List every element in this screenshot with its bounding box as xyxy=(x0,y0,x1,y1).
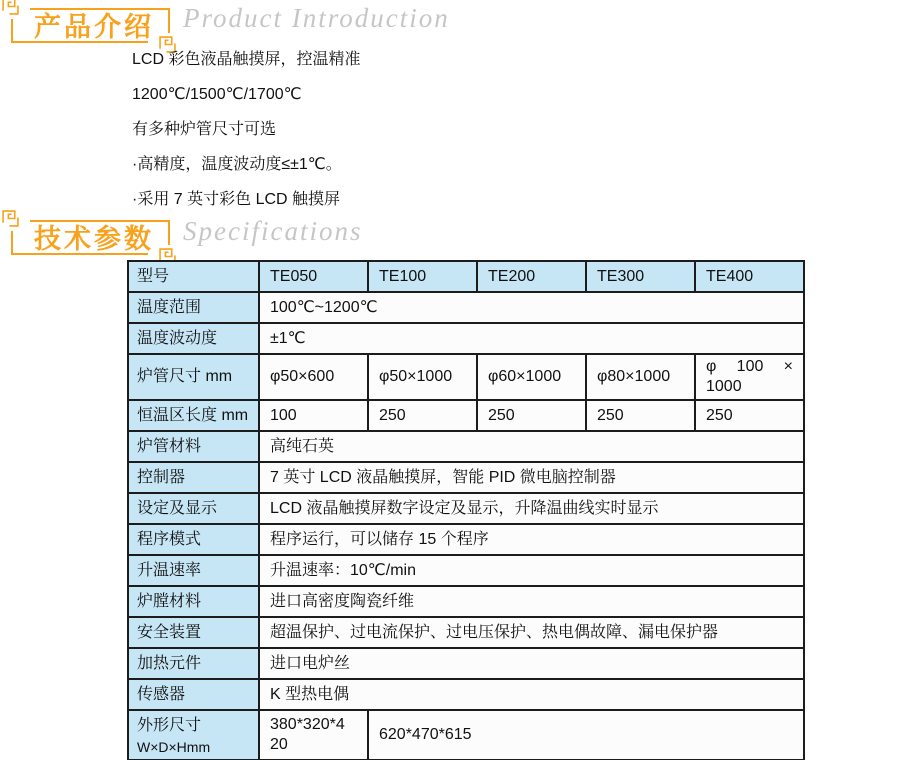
intro-line: LCD 彩色液晶触摸屏，控温精准 xyxy=(132,51,361,68)
intro-line: 1200℃/1500℃/1700℃ xyxy=(132,86,302,103)
model-header-cell: TE400 xyxy=(695,261,804,292)
table-row xyxy=(128,648,804,679)
model-header-cell: TE050 xyxy=(259,261,368,292)
spec-value-cell: φ50×600 xyxy=(259,354,368,400)
table-row xyxy=(128,524,804,555)
spec-label-cell: 温度范围 xyxy=(128,292,259,323)
spec-value-cell: 程序运行，可以储存 15 个程序 xyxy=(259,524,804,555)
spec-value-cell: LCD 液晶触摸屏数字设定及显示，升降温曲线实时显示 xyxy=(259,493,804,524)
spec-value-cell: 进口电炉丝 xyxy=(259,648,804,679)
specs-table xyxy=(127,260,805,760)
spec-value-cell: K 型热电偶 xyxy=(259,679,804,710)
product-intro-title: 产品介绍 xyxy=(34,12,154,43)
intro-line: ·采用 7 英寸彩色 LCD 触摸屏 xyxy=(132,191,341,208)
corner-ornament-icon xyxy=(2,0,19,15)
spec-value-cell: 7 英寸 LCD 液晶触摸屏，智能 PID 微电脑控制器 xyxy=(259,462,804,493)
table-row xyxy=(128,462,804,493)
intro-line: ·高精度，温度波动度≤±1℃。 xyxy=(132,156,342,173)
table-row xyxy=(128,292,804,323)
specifications-title: 技术参数 xyxy=(34,224,154,255)
spec-label-main: 外形尺寸 xyxy=(137,717,202,735)
spec-value-cell: 超温保护、过电流保护、过电压保护、热电偶故障、漏电保护器 xyxy=(259,617,804,648)
spec-value-cell: φ 100 × 1000 xyxy=(695,354,804,400)
table-row xyxy=(128,431,804,462)
table-row xyxy=(128,710,804,760)
intro-line: 有多种炉管尺寸可选 xyxy=(132,121,277,138)
spec-label-sub: W×D×Hmm xyxy=(137,738,211,755)
spec-value-cell: 250 xyxy=(477,400,586,431)
specifications-subtitle-en: Specifications xyxy=(183,216,363,246)
specifications-badge xyxy=(4,214,172,256)
spec-label-cell: 型号 xyxy=(128,261,259,292)
spec-label-cell: 安全装置 xyxy=(128,617,259,648)
table-row xyxy=(128,354,804,400)
spec-value-cell: 250 xyxy=(695,400,804,431)
spec-value-cell: 380*320*420 xyxy=(259,710,368,760)
spec-label-cell: 升温速率 xyxy=(128,555,259,586)
table-row xyxy=(128,493,804,524)
spec-label-cell: 控制器 xyxy=(128,462,259,493)
table-row xyxy=(128,586,804,617)
specs-table-body xyxy=(128,261,804,760)
model-header-cell: TE300 xyxy=(586,261,695,292)
corner-ornament-icon xyxy=(2,210,19,227)
spec-label-cell: 传感器 xyxy=(128,679,259,710)
spec-label-cell xyxy=(128,710,259,760)
spec-value-cell: 250 xyxy=(586,400,695,431)
table-row xyxy=(128,679,804,710)
table-row xyxy=(128,617,804,648)
spec-label-cell: 加热元件 xyxy=(128,648,259,679)
spec-value-cell: 620*470*615 xyxy=(368,710,804,760)
spec-value-cell: 250 xyxy=(368,400,477,431)
spec-label-cell: 恒温区长度 mm xyxy=(128,400,259,431)
spec-label-cell: 温度波动度 xyxy=(128,323,259,354)
product-intro-badge xyxy=(4,2,172,44)
model-header-cell: TE200 xyxy=(477,261,586,292)
table-header-row xyxy=(128,261,804,292)
spec-value-cell: ±1℃ xyxy=(259,323,804,354)
spec-value-cell: 进口高密度陶瓷纤维 xyxy=(259,586,804,617)
table-row xyxy=(128,400,804,431)
intro-lines xyxy=(132,42,360,217)
model-header-cell: TE100 xyxy=(368,261,477,292)
spec-label-cell: 炉管材料 xyxy=(128,431,259,462)
spec-value-cell: φ60×1000 xyxy=(477,354,586,400)
product-intro-subtitle-en: Product Introduction xyxy=(183,3,450,33)
spec-value-cell: φ80×1000 xyxy=(586,354,695,400)
spec-label-cell: 设定及显示 xyxy=(128,493,259,524)
spec-value-cell: 升温速率：10℃/min xyxy=(259,555,804,586)
spec-value-cell: 高纯石英 xyxy=(259,431,804,462)
spec-label-cell: 程序模式 xyxy=(128,524,259,555)
table-row xyxy=(128,323,804,354)
table-row xyxy=(128,555,804,586)
spec-value-cell: 100 xyxy=(259,400,368,431)
spec-value-cell: φ50×1000 xyxy=(368,354,477,400)
spec-label-cell: 炉管尺寸 mm xyxy=(128,354,259,400)
spec-label-cell: 炉膛材料 xyxy=(128,586,259,617)
spec-value-cell: 100℃~1200℃ xyxy=(259,292,804,323)
